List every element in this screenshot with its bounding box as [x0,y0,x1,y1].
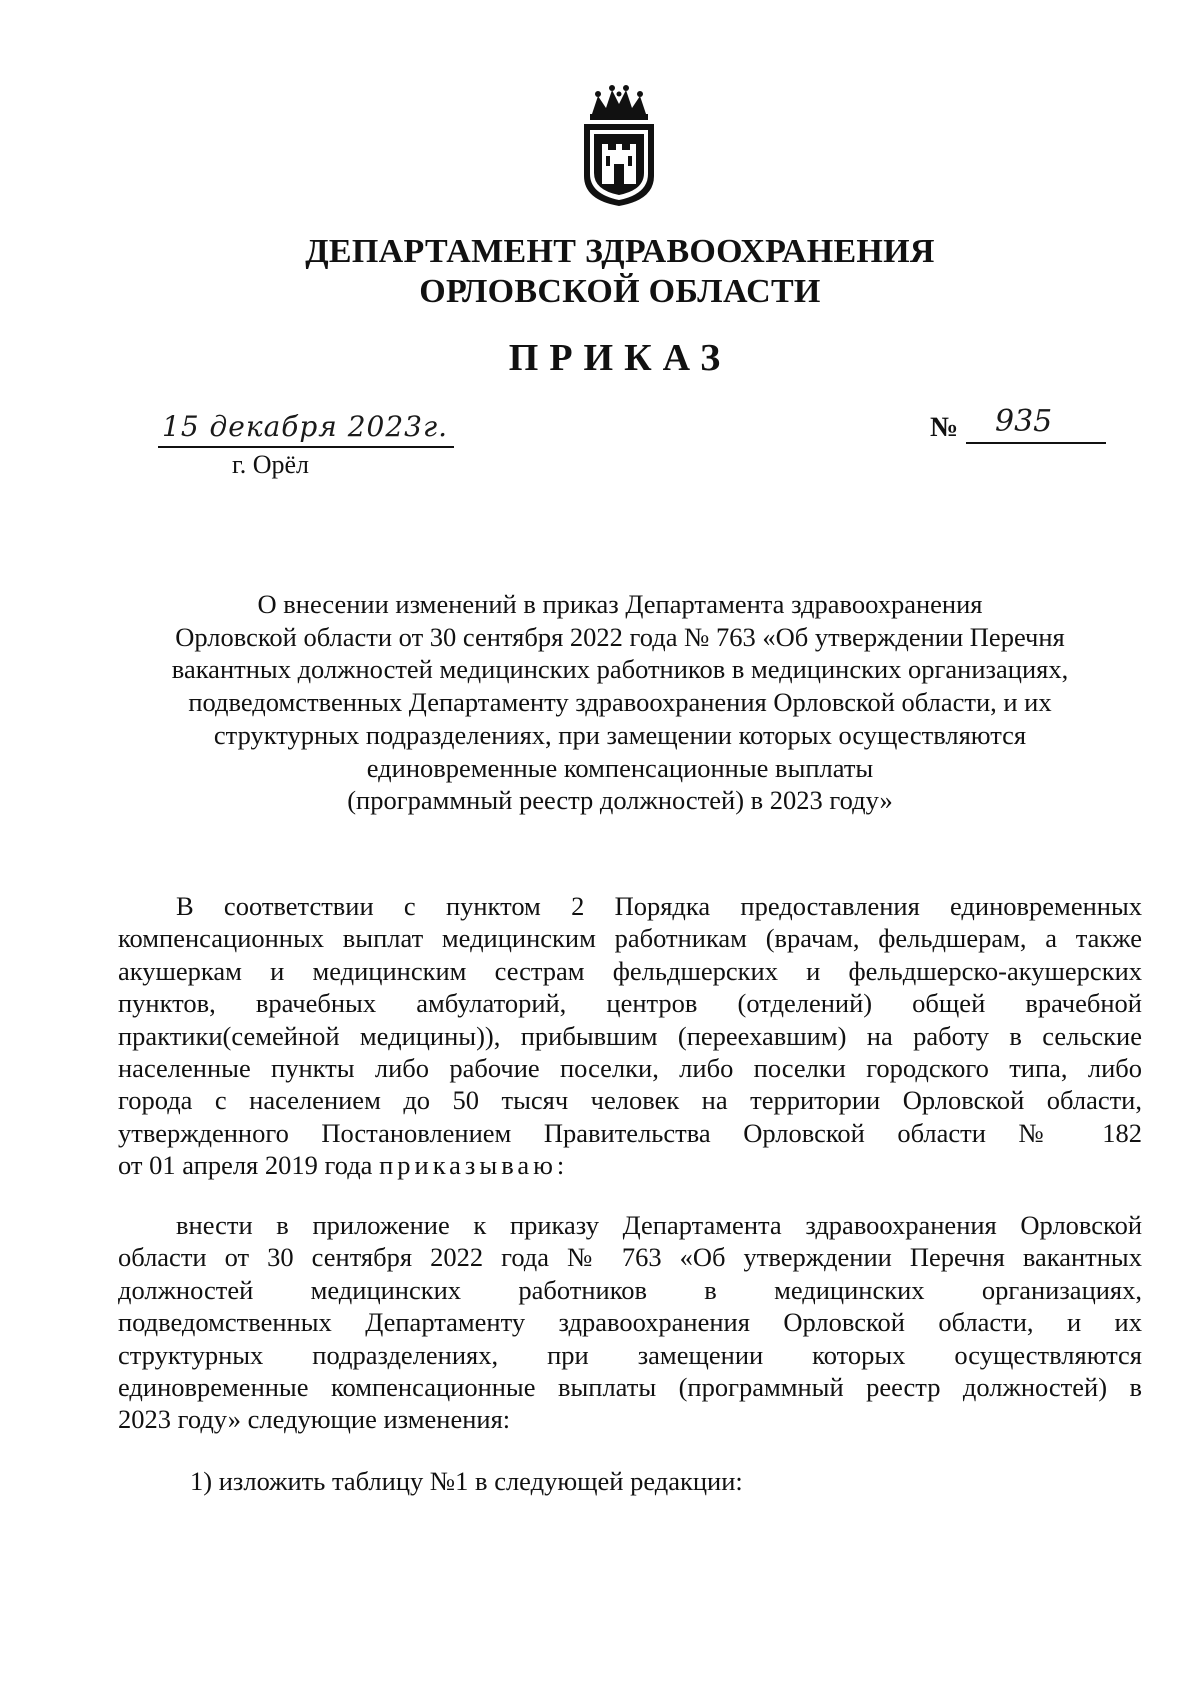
subject-line: подведомственных Департаменту здравоохранения Орловской области, и их [188,687,1052,718]
document-type-title: ПРИКАЗ [508,337,732,379]
paragraph-line: области от 30 сентября 2022 года № 763 «Об утверждении Перечня вакантных [118,1242,1142,1273]
paragraph-line: подведомственных Департаменту здравоохранения Орловской области, и их [118,1307,1142,1338]
paragraph-last-line [118,1149,1142,1181]
subject-line: единовременные компенсационные выплаты [366,752,874,783]
paragraph-line: пунктов, врачебных амбулаторий, центров (отделений) общей врачебной [118,988,1142,1019]
paragraph-line: внести в приложение к приказу Департамента здравоохранения Орловской [176,1210,1142,1240]
subject-line: структурных подразделениях, при замещении которых осуществляются [213,719,1027,750]
paragraph-line: населенные пункты либо рабочие поселки, либо поселки городского типа, либо [118,1053,1142,1084]
order-verb: приказываю: [379,1150,569,1181]
handwritten-number: 935 [995,404,1053,439]
city-label: г. Орёл [232,450,310,479]
paragraph-line: единовременные компенсационные выплаты (программный реестр должностей) в [118,1372,1142,1403]
paragraph-line: практики(семейной медицины)), прибывшим (переехавшим) на работу в сельские [118,1020,1142,1051]
order-paragraph [118,1209,1142,1436]
preamble-paragraph [118,890,1142,1182]
subject-line: Орловской области от 30 сентября 2022 года № 763 «Об утверждении Перечня [175,621,1065,652]
paragraph-line: утвержденного Постановлением Правительства Орловской области № 182 [118,1117,1142,1148]
department-name-line2: ОРЛОВСКОЙ ОБЛАСТИ [419,273,821,310]
paragraph-line: акушеркам и медицинским сестрам фельдшерских и фельдшерско-акушерских [118,955,1142,986]
subject-line: О внесении изменений в приказ Департамента здравоохранения [257,589,983,619]
paragraph-line: компенсационных выплат медицинским работникам (врачам, фельдшерам, а также [118,923,1142,954]
department-name-line1: ДЕПАРТАМЕНТ ЗДРАВООХРАНЕНИЯ [305,233,935,270]
paragraph-line: города с населением до 50 тысяч человек на территории Орловской области, [118,1085,1142,1116]
subject-line: вакантных должностей медицинских работников в медицинских организациях, [171,654,1069,685]
coat-of-arms-emblem [574,84,664,208]
subject-line: (программный реестр должностей) в 2023 году» [347,785,893,816]
paragraph-text: от 01 апреля 2019 года [118,1150,373,1181]
paragraph-line: структурных подразделениях, при замещении которых осуществляются [118,1339,1142,1370]
order-subject [130,588,1110,817]
list-item-1: 1) изложить таблицу №1 в следующей редакции: [190,1466,743,1496]
number-label: № [930,412,959,443]
paragraph-line: должностей медицинских работников в медицинских организациях, [118,1274,1142,1305]
date-underline [158,446,454,448]
paragraph-line: В соответствии с пунктом 2 Порядка предоставления единовременных [176,891,1142,921]
paragraph-last-line: 2023 году» следующие изменения: [118,1404,511,1435]
handwritten-date: 15 декабря 2023г. [162,410,449,443]
number-underline [966,442,1106,444]
